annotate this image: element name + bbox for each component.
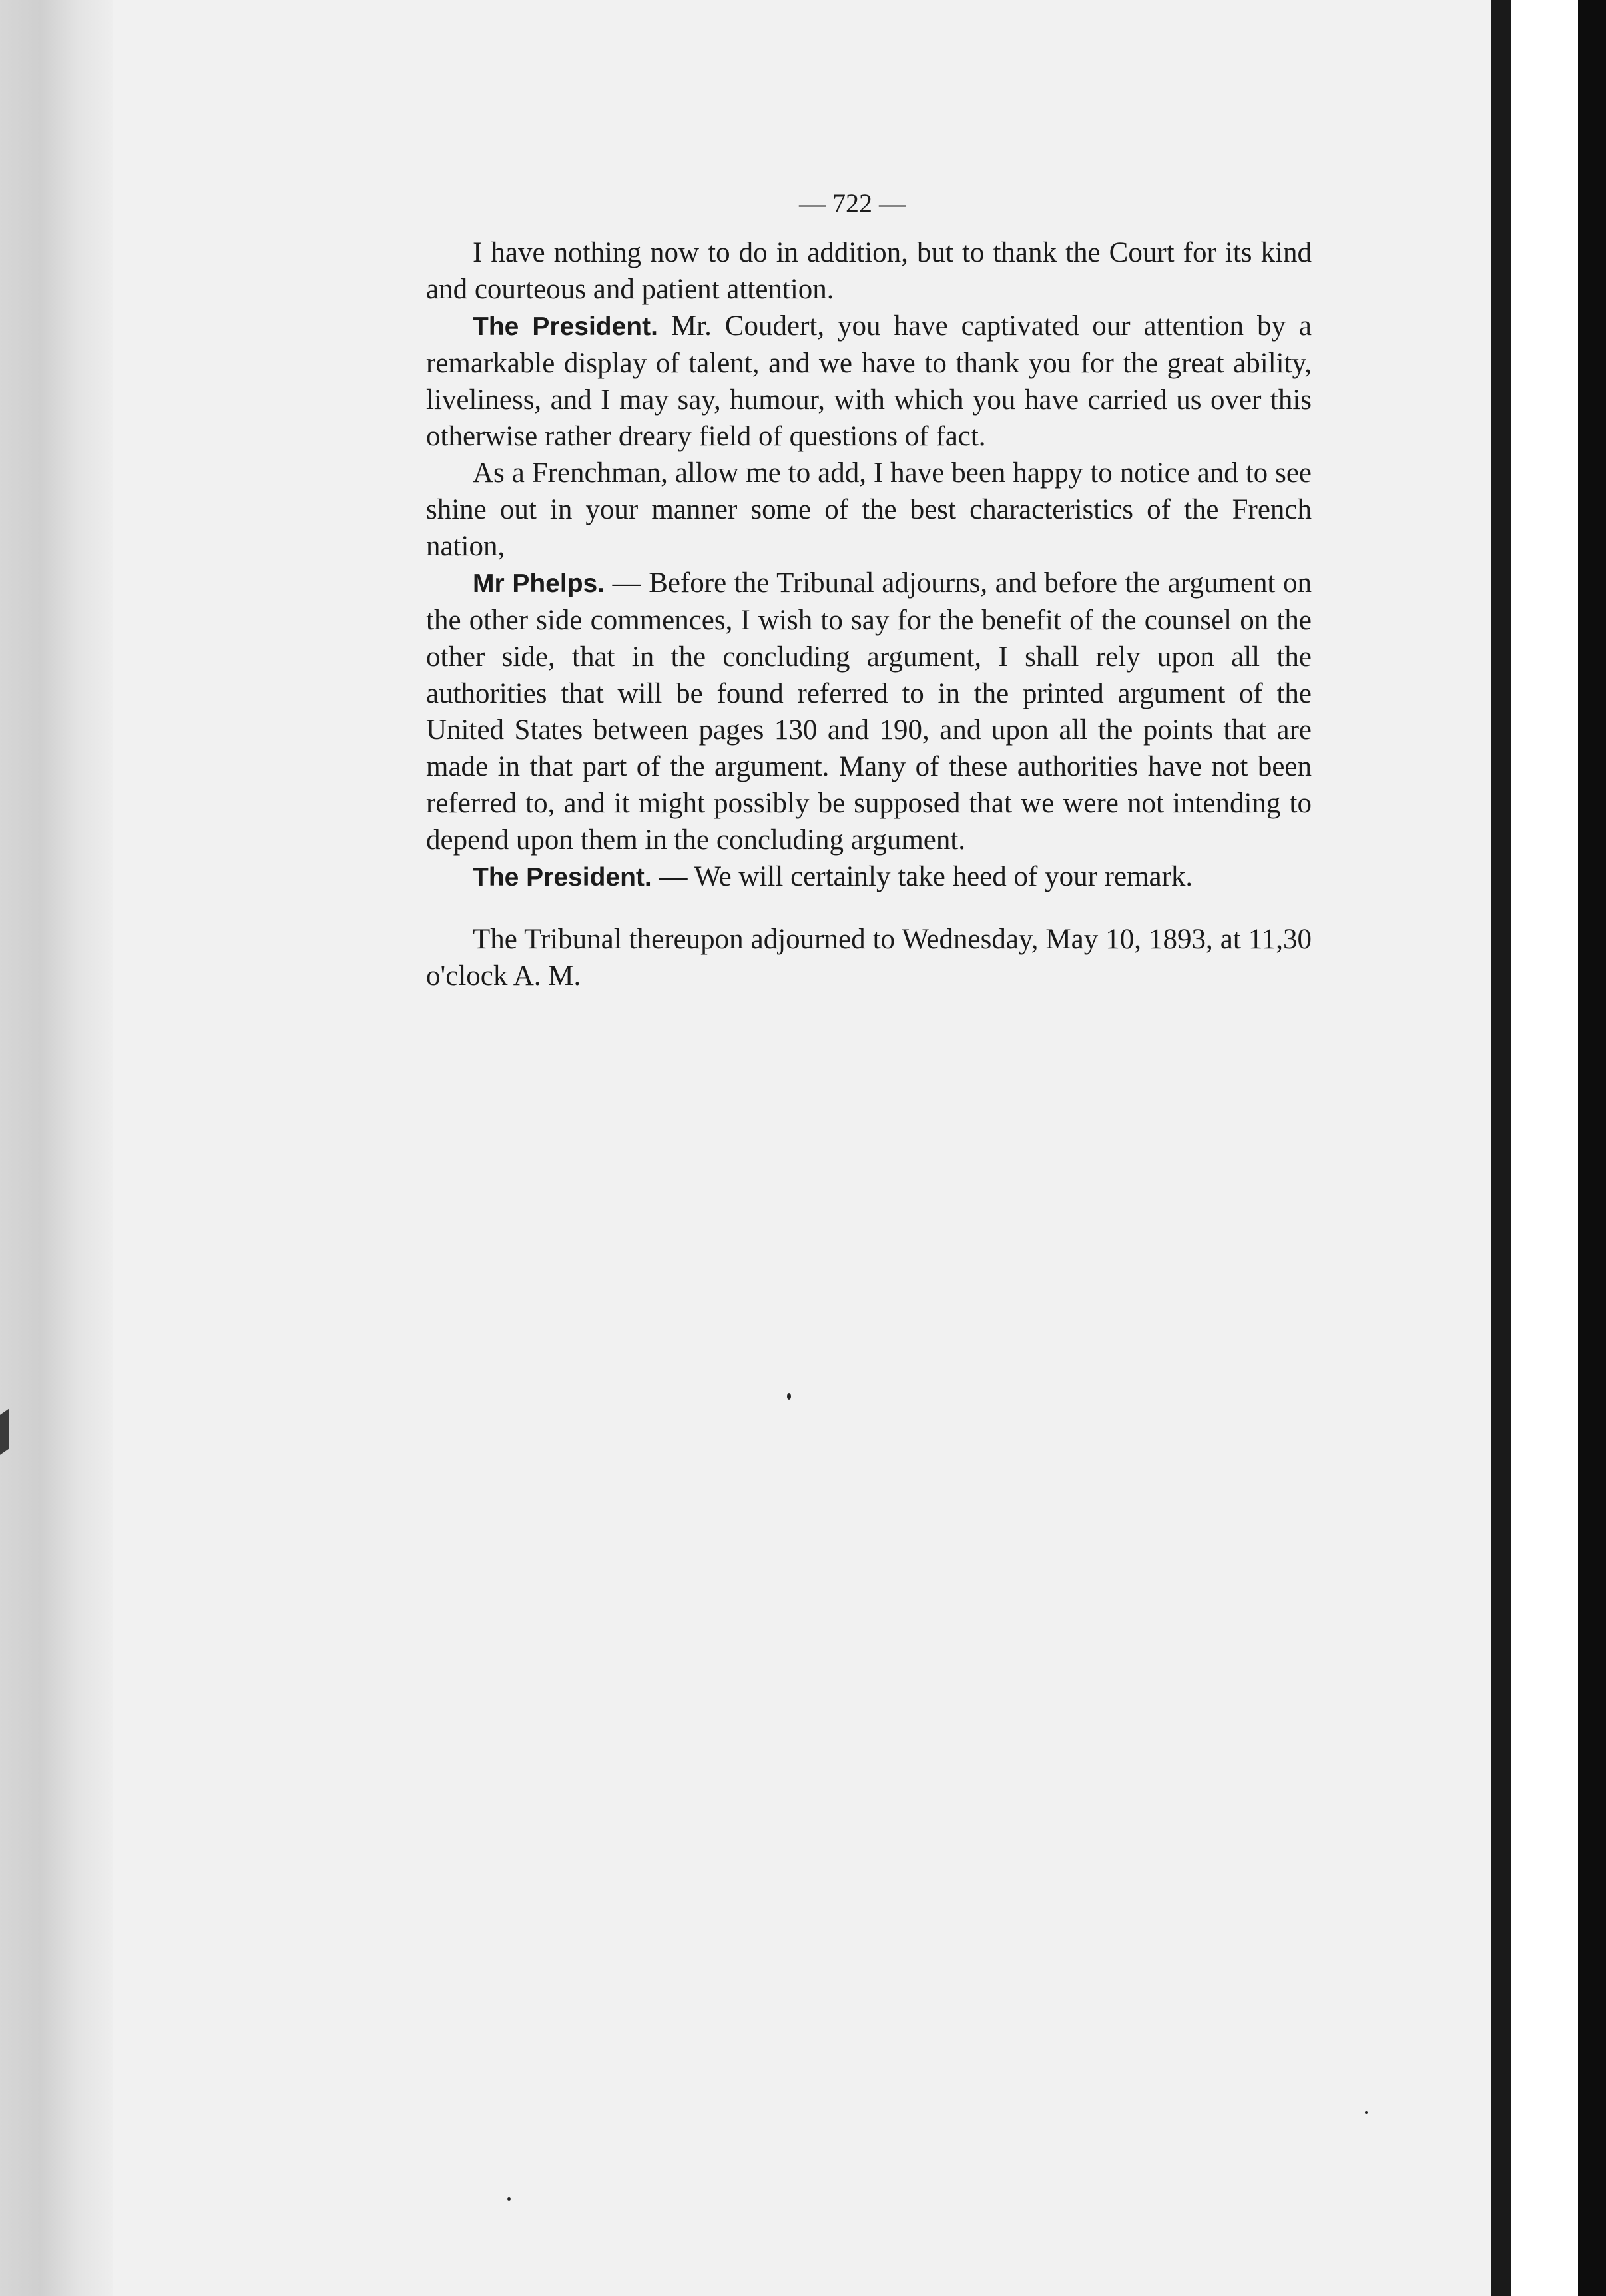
paragraph-text: Mr. Coudert, you have captivated our attention by a remarkable display of talent, and we have to thank you for the great ability, liveliness, and I may say, humour, with which you have carried us over this otherwise rather dreary field of questions of fact. — [426, 310, 1312, 452]
paragraph-text: — We will certainly take heed of your remark. — [659, 861, 1193, 892]
far-right-scan-border — [1578, 0, 1606, 2296]
speaker-name: Mr Phelps. — [473, 569, 605, 598]
paragraph-text: I have nothing now to do in addition, but to thank the Court for its kind and courteous and patient attention. — [426, 237, 1312, 305]
scan-speck — [787, 1393, 791, 1400]
paragraph — [426, 455, 1312, 565]
paragraph — [426, 308, 1312, 455]
left-gutter-shadow — [0, 0, 120, 2296]
scan-speck — [1365, 2111, 1368, 2114]
paragraph-text: As a Frenchman, allow me to add, I have been happy to notice and to see shine out in your manner some of the best characteristics of the French nation, — [426, 457, 1312, 562]
scan-speck — [507, 2197, 511, 2201]
adjournment-note — [426, 921, 1312, 994]
paragraph — [426, 565, 1312, 858]
right-margin-strip — [1511, 0, 1578, 2296]
body-text — [426, 234, 1312, 994]
paragraph — [426, 234, 1312, 308]
speaker-name: The President. — [473, 863, 652, 892]
speaker-name: The President. — [473, 312, 658, 341]
paragraph-text: — Before the Tribunal adjourns, and before the argument on the other side commences, I wish to say for the benefit of the counsel on the other side, that in the concluding argument, I shall rely upon all the authorities that will be found referred to in the printed argument of the United States between pages 130 and 190, and upon all the points that are made in that part of the argument. Many of these authorities have not been referred to, and it might possibly be supposed that we were not intending to depend upon them in the concluding argument. — [426, 567, 1312, 856]
adjournment-text: The Tribunal thereupon adjourned to Wednesday, May 10, 1893, at 11,30 o'clock A. M. — [426, 924, 1312, 992]
right-scan-border — [1491, 0, 1511, 2296]
left-edge-mark — [0, 1408, 9, 1455]
paragraph — [426, 858, 1312, 896]
page-number: — 722 — — [799, 188, 906, 218]
